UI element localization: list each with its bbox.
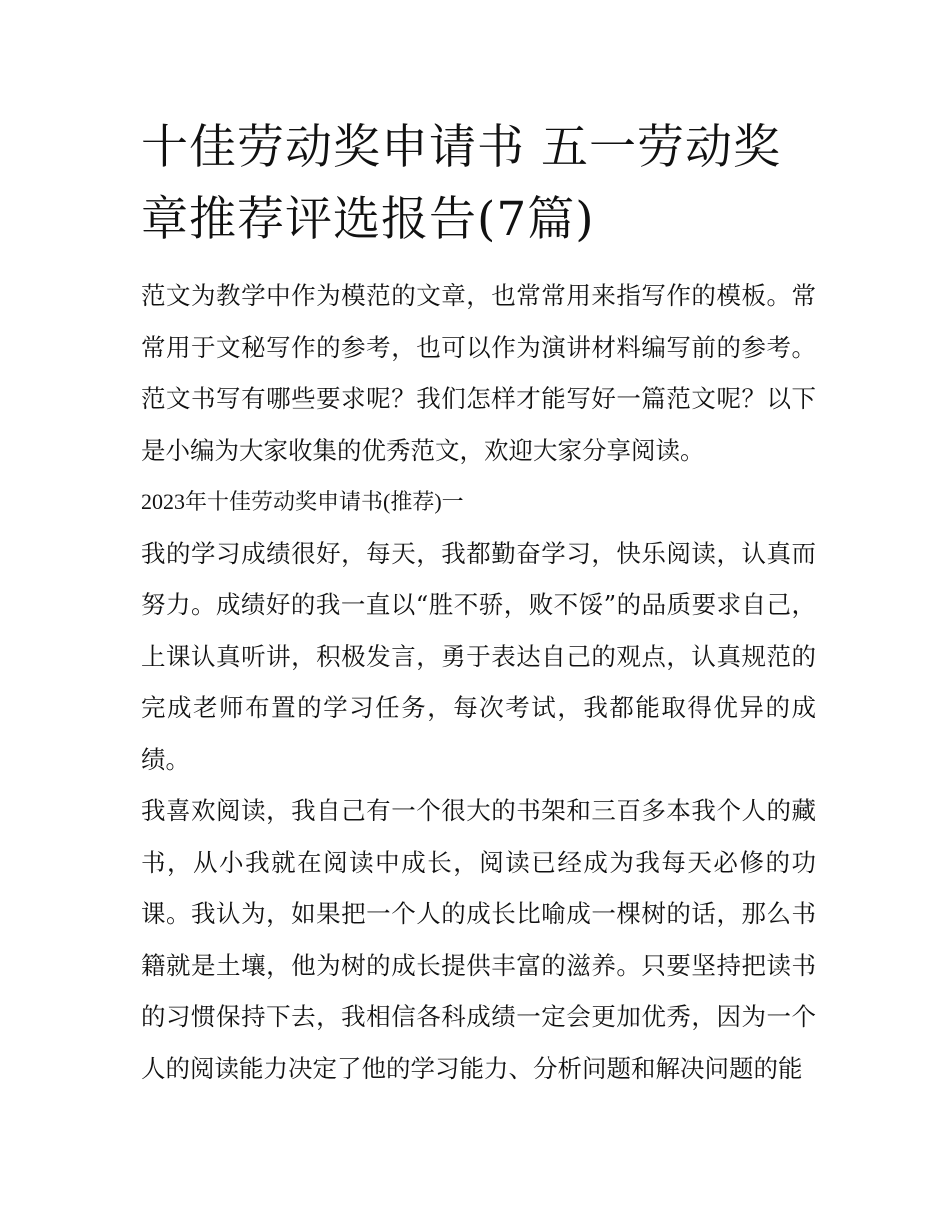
document-content <box>141 112 816 1094</box>
intro-paragraph: 范文为教学中作为模范的文章，也常常用来指写作的模板。常常用于文秘写作的参考，也可以作为演讲材料编写前的参考。范文书写有哪些要求呢？我们怎样才能写好一篇范文呢？以下是小编为大家收集的优秀范文，欢迎大家分享阅读。 <box>141 281 816 465</box>
body-paragraph-1: 我的学习成绩很好，每天，我都勤奋学习，快乐阅读，认真而努力。成绩好的我一直以“胜不骄，败不馁”的品质要求自己，上课认真听讲，积极发言，勇于表达自己的观点，认真规范的完成老师布置的学习任务，每次考试，我都能取得优异的成绩。 <box>141 538 816 774</box>
body-paragraph-2: 我喜欢阅读，我自己有一个很大的书架和三百多本我个人的藏书，从小我就在阅读中成长，阅读已经成为我每天必修的功课。我认为，如果把一个人的成长比喻成一棵树的话，那么书籍就是土壤，他为树的成长提供丰富的滋养。只要坚持把读书的习惯保持下去，我相信各科成绩一定会更加优秀，因为一个人的阅读能力决定了他的学习能力、分析问题和解决问题的能 <box>141 796 816 1083</box>
document-title: 十佳劳动奖申请书 五一劳动奖章推荐评选报告(7篇) <box>141 120 781 247</box>
section-heading: 2023年十佳劳动奖申请书(推荐)一 <box>141 489 464 514</box>
